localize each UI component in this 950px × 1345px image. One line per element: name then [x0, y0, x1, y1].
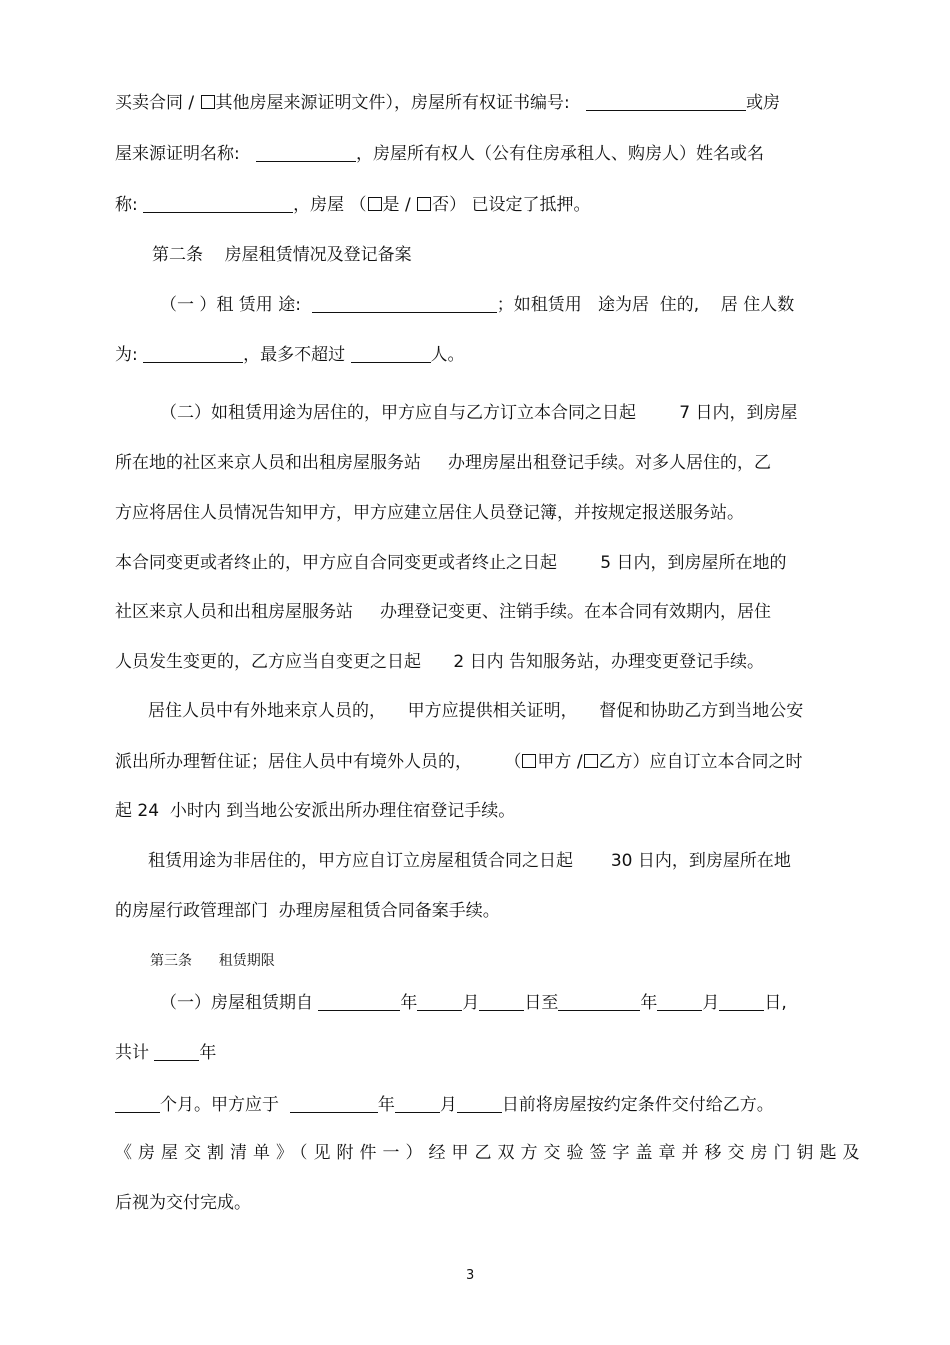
line-11: 社区来京人员和出租房屋服务站 办理登记变更、注销手续。在本合同有效期内，居住 — [115, 602, 772, 622]
blank-field[interactable] — [290, 1094, 378, 1113]
blank-field[interactable] — [457, 1094, 502, 1113]
line-3: 称: ，房屋 （ 是 / 否） 已设定了抵押。 — [115, 195, 591, 215]
blank-field[interactable] — [395, 1094, 440, 1113]
line-19: （一）房屋租赁期自 年 月 日至 年 月 日, — [160, 993, 787, 1013]
blank-field[interactable] — [143, 194, 293, 213]
line-12: 人员发生变更的，乙方应当自变更之日起 2 日内 告知服务站，办理变更登记手续。 — [115, 652, 765, 672]
checkbox[interactable] — [368, 197, 382, 211]
article-2-heading: 第二条 房屋租赁情况及登记备案 — [152, 245, 412, 265]
line-9: 方应将居住人员情况告知甲方，甲方应建立居住人员登记簿，并按规定报送服务站。 — [115, 503, 744, 523]
blank-field[interactable] — [256, 143, 356, 162]
blank-field[interactable] — [479, 992, 524, 1011]
checkbox[interactable] — [417, 197, 431, 211]
line-6: 为: ，最多不超过 人。 — [115, 345, 465, 365]
checkbox[interactable] — [522, 754, 536, 768]
line-2: 屋来源证明名称: ，房屋所有权人（公有住房承租人、购房人）姓名或名 — [115, 144, 764, 164]
line-1: 买卖合同 / 其他房屋来源证明文件），房屋所有权证书编号: 或房 — [115, 93, 780, 113]
blank-field[interactable] — [586, 92, 746, 111]
line-8: 所在地的社区来京人员和出租房屋服务站 办理房屋出租登记手续。对多人居住的，乙 — [115, 453, 772, 473]
line-14: 派出所办理暂住证；居住人员中有境外人员的， （ 甲方 / 乙方）应自订立本合同之时 — [115, 752, 803, 772]
blank-field[interactable] — [558, 992, 640, 1011]
line-20: 共计 年 — [115, 1043, 217, 1063]
page-number: 3 — [466, 1268, 475, 1283]
blank-field[interactable] — [312, 294, 497, 313]
line-22: 《房屋交割清单》（见附件一）经甲乙双方交验签字盖章并移交房门钥匙及 — [115, 1143, 866, 1163]
line-16: 租赁用途为非居住的，甲方应自订立房屋租赁合同之日起 30 日内，到房屋所在地 — [148, 851, 791, 871]
line-7: （二）如租赁用途为居住的，甲方应自与乙方订立本合同之日起 7 日内，到房屋 — [160, 403, 798, 423]
checkbox[interactable] — [584, 754, 598, 768]
line-10: 本合同变更或者终止的，甲方应自合同变更或者终止之日起 5 日内，到房屋所在地的 — [115, 553, 787, 573]
blank-field[interactable] — [417, 992, 462, 1011]
blank-field[interactable] — [143, 344, 243, 363]
blank-field[interactable] — [318, 992, 400, 1011]
line-13: 居住人员中有外地来京人员的， 甲方应提供相关证明， 督促和协助乙方到当地公安 — [148, 701, 804, 721]
blank-field[interactable] — [719, 992, 764, 1011]
line-23: 后视为交付完成。 — [115, 1193, 251, 1213]
line-5: （一 ）租 赁用 途: ；如租赁用 途为居 住的, 居 住人数 — [160, 295, 795, 315]
blank-field[interactable] — [115, 1094, 160, 1113]
line-15: 起 24 小时内 到当地公安派出所办理住宿登记手续。 — [115, 801, 516, 821]
line-17: 的房屋行政管理部门 办理房屋租赁合同备案手续。 — [115, 901, 500, 921]
line-21: 个月。甲方应于 年 月 日前将房屋按约定条件交付给乙方。 — [115, 1094, 774, 1116]
blank-field[interactable] — [351, 344, 431, 363]
checkbox[interactable] — [201, 95, 215, 109]
blank-field[interactable] — [154, 1042, 199, 1061]
article-3-heading: 第三条 租赁期限 — [150, 953, 275, 969]
blank-field[interactable] — [657, 992, 702, 1011]
